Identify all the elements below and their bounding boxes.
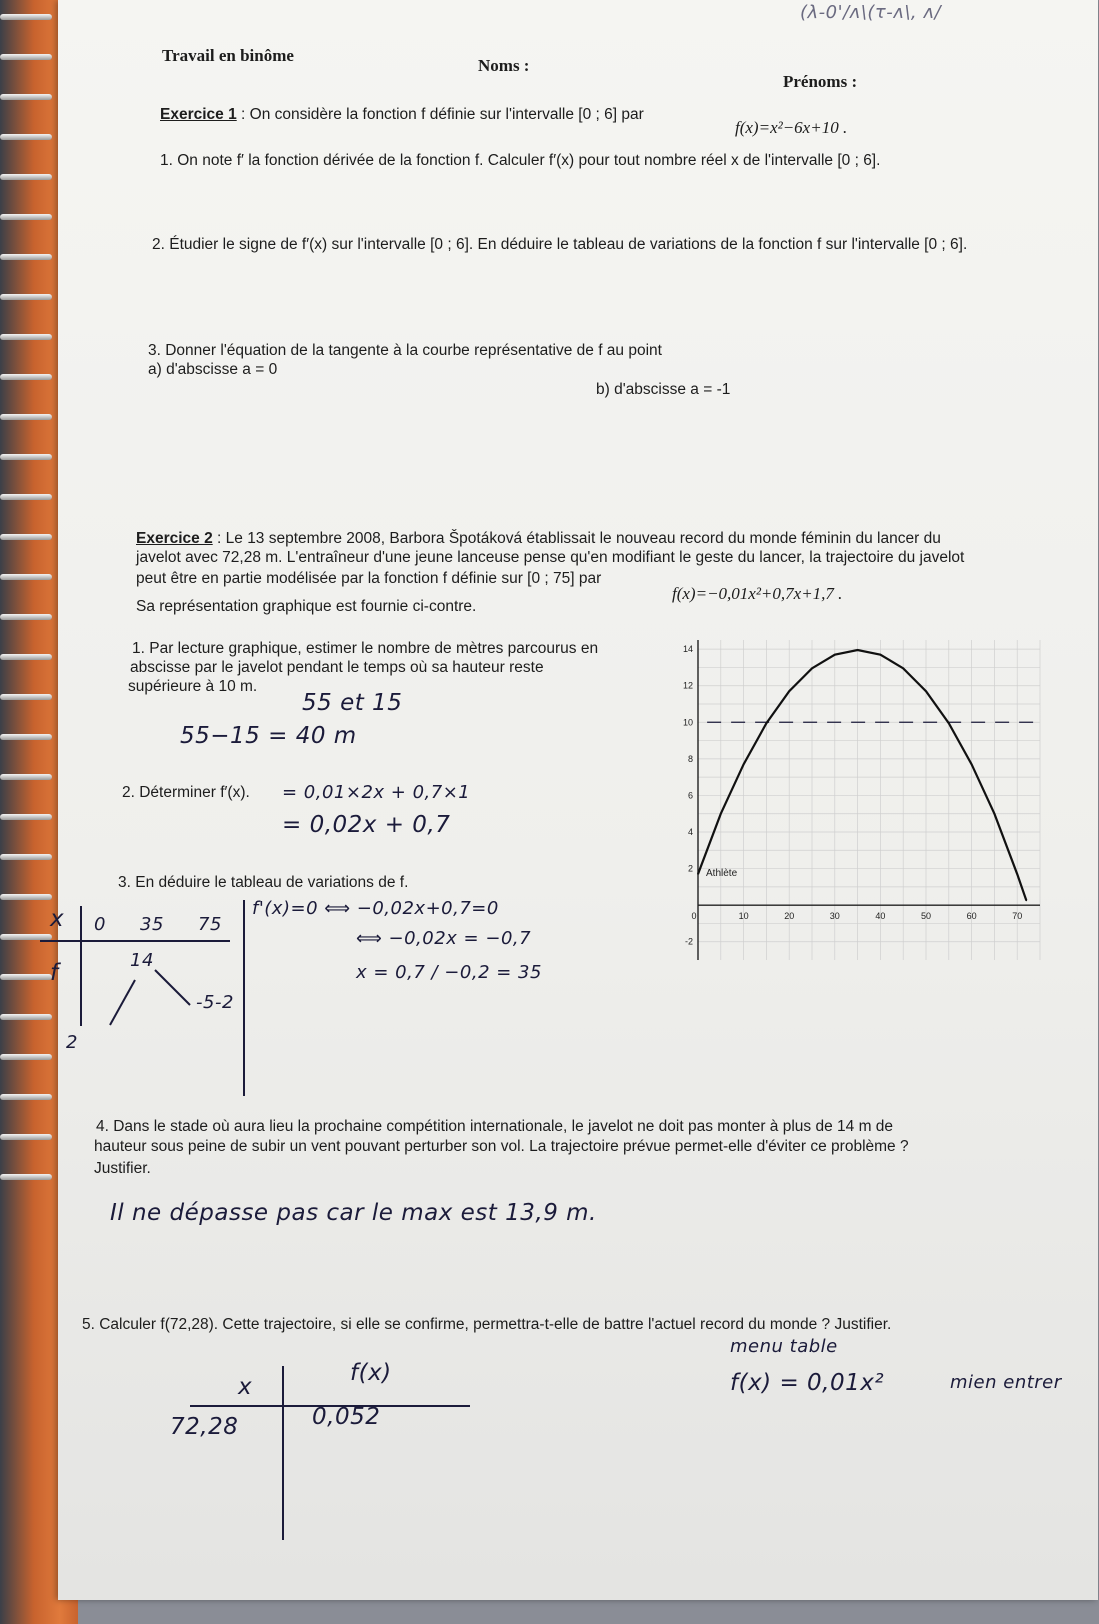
ex2-question-5: 5. Calculer f(72,28). Cette trajectoire, si elle se confirme, permettra-t-elle de battre l'actuel record du monde ? Justifier. [82,1316,892,1333]
answer-3-divider [243,900,245,1096]
table-end-value: -5-2 [196,992,234,1013]
answer-5-menu: menu table [730,1336,838,1357]
binder-ring [0,294,52,300]
table-x-label: x [50,906,65,932]
ex2-question-1-line1: 1. Par lecture graphique, estimer le nombre de mètres parcourus en [132,640,599,657]
answer-3-eq1: f'(x)=0 ⟺ −0,02x+0,7=0 [252,898,499,919]
ex2-intro-4: Sa représentation graphique est fournie ci-contre. [136,598,477,615]
answer-4: Il ne dépasse pas car le max est 13,9 m. [110,1200,597,1226]
binder-ring [0,534,52,540]
trajectory-chart [680,630,1070,980]
trajectory-point [971,764,973,766]
binder-ring [0,614,52,620]
binder-ring [0,894,52,900]
binome-label: Travail en binôme [162,46,294,65]
x-tick-label: 50 [920,911,932,922]
table-x-35: 35 [140,914,164,935]
binder-ring [0,974,52,980]
ex1-question-3b: b) d'abscisse a = -1 [596,381,731,398]
answer-1-line2: 55−15 = 40 m [180,723,357,749]
ex1-question-1: 1. On note f′ la fonction dérivée de la fonction f. Calculer f′(x) pour tout nombre réel x de l'intervalle [0 ; 6]. [160,152,881,169]
value-table-x-value: 72,28 [170,1414,239,1440]
ex1-question-2: 2. Étudier le signe de f′(x) sur l'intervalle [0 ; 6]. En déduire le tableau de variations de la fonction f sur l'intervalle [0 ; 6]. [152,236,968,253]
trajectory-point [697,873,699,875]
noms-label: Noms : [478,56,530,75]
answer-3-eq2: ⟺ −0,02x = −0,7 [356,928,532,949]
table-arrows [80,950,240,1040]
value-table-fx-header: f(x) [350,1360,392,1386]
answer-1-line1: 55 et 15 [302,690,403,716]
trajectory-point [788,690,790,692]
binder-ring [0,1014,52,1020]
binder-ring [0,214,52,220]
answer-2-line2: = 0,02x + 0,7 [282,812,451,838]
ex2-question-2: 2. Déterminer f′(x). [122,784,250,801]
table-start-value: 2 [66,1032,78,1053]
binder-ring [0,54,52,60]
x-tick-label: 0 [691,911,697,922]
trajectory-point [720,813,722,815]
ex2-intro-2: javelot avec 72,28 m. L'entraîneur d'une jeune lanceuse pense qu'en modifiant le geste du lancer, la trajectoire du javelot [136,549,965,566]
answer-5-formula: f(x) = 0,01x² [730,1370,885,1396]
ex1-question-3a: a) d'abscisse a = 0 [148,361,278,378]
trajectory-point [1016,873,1018,875]
y-tick-label: 10 [682,717,693,728]
binder-ring [0,374,52,380]
trajectory-point [880,654,882,656]
ex2-intro-3: peut être en partie modélisée par la fonction f définie sur [0 ; 75] par [136,570,602,587]
table-x-75: 75 [198,914,222,935]
y-tick-label: 4 [687,827,693,837]
binder-ring [0,454,52,460]
binder-ring [0,254,52,260]
binder-ring [0,694,52,700]
ex1-intro [160,106,644,124]
binder-ring [0,174,52,180]
table-arrow-up [110,980,135,1025]
table-f-label: f [50,960,59,986]
trajectory-point [948,722,950,724]
y-tick-label: 6 [687,790,693,801]
ex1-formula: f(x)=x²−6x+10 . [735,118,848,137]
y-tick-label: 2 [687,863,693,874]
binder-ring [0,814,52,820]
ex1-label: Exercice 1 [160,106,237,123]
prenoms-label: Prénoms : [783,72,858,91]
ex2-question-4-line2: hauteur sous peine de subir un vent pouvant perturber son vol. La trajectoire prévue permet-elle d'éviter ce problème ? [94,1138,909,1155]
binder-ring [0,654,52,660]
table-x-0: 0 [94,914,106,935]
binder-ring [0,1054,52,1060]
athlete-annotation: Athlète [706,868,738,880]
corner-scribble: (λ-0'/ʌ\(τ-ʌ\, ʌ/ [800,2,942,23]
trajectory-point [994,813,996,815]
binder-ring [0,334,52,340]
ex2-question-1-line3: supérieure à 10 m. [128,678,258,695]
y-tick-label: 8 [687,753,693,764]
ex2-intro-1 [136,530,941,548]
x-tick-label: 60 [966,911,977,922]
trajectory-curve [698,650,1026,900]
ex1-question-3: 3. Donner l'équation de la tangente à la courbe représentative de f au point [148,342,662,359]
binder-ring [0,1134,52,1140]
trajectory-point [811,668,813,670]
x-tick-label: 30 [829,911,840,922]
x-tick-label: 20 [784,911,795,922]
value-table-vline [282,1366,284,1540]
y-tick-label: 12 [682,680,693,691]
answer-3-eq3: x = 0,7 / −0,2 = 35 [356,962,542,983]
ex2-label: Exercice 2 [136,530,213,547]
y-tick-label: -2 [684,936,693,947]
ex1-intro-text: : On considère la fonction f définie sur l'intervalle [0 ; 6] par [241,106,644,123]
value-table-x-header: x [238,1374,253,1400]
trajectory-point [857,649,859,651]
table-max-value: 14 [130,950,154,971]
binder-ring [0,414,52,420]
binder-ring [0,494,52,500]
ex2-intro-1-text: : Le 13 septembre 2008, Barbora Špotáková établissait le nouveau record du monde féminin du lancer du [217,530,941,547]
binder-ring [0,1094,52,1100]
x-tick-label: 70 [1012,911,1023,922]
answer-2-line1: = 0,01×2x + 0,7×1 [282,782,471,803]
binder-ring [0,734,52,740]
trajectory-point [925,690,927,692]
ex2-question-1-line2: abscisse par le javelot pendant le temps où sa hauteur reste [130,659,544,676]
binder-ring [0,94,52,100]
binder-ring [0,1174,52,1180]
table-arrow-down [155,970,190,1005]
trajectory-point [766,722,768,724]
ex2-question-4-line1: 4. Dans le stade où aura lieu la prochaine compétition internationale, le javelot ne doit pas monter à plus de 14 m de [96,1118,894,1135]
trajectory-point [743,764,745,766]
trajectory-point [834,654,836,656]
ex2-question-4-line3: Justifier. [94,1160,151,1177]
value-table-fx-value: 0,052 [312,1404,381,1430]
binder-ring [0,854,52,860]
trajectory-point [902,668,904,670]
x-tick-label: 40 [875,911,886,922]
trajectory-point [1026,900,1028,902]
x-tick-label: 10 [738,911,749,922]
answer-5-trail: mien entrer [950,1372,1062,1393]
binder-ring [0,134,52,140]
variation-table-hline [40,940,230,942]
ex2-formula: f(x)=−0,01x²+0,7x+1,7 . [672,584,843,603]
binder-ring [0,14,52,20]
ex2-question-3: 3. En déduire le tableau de variations de f. [118,874,409,891]
y-tick-label: 14 [682,644,693,655]
binder-ring [0,574,52,580]
binder-ring [0,774,52,780]
